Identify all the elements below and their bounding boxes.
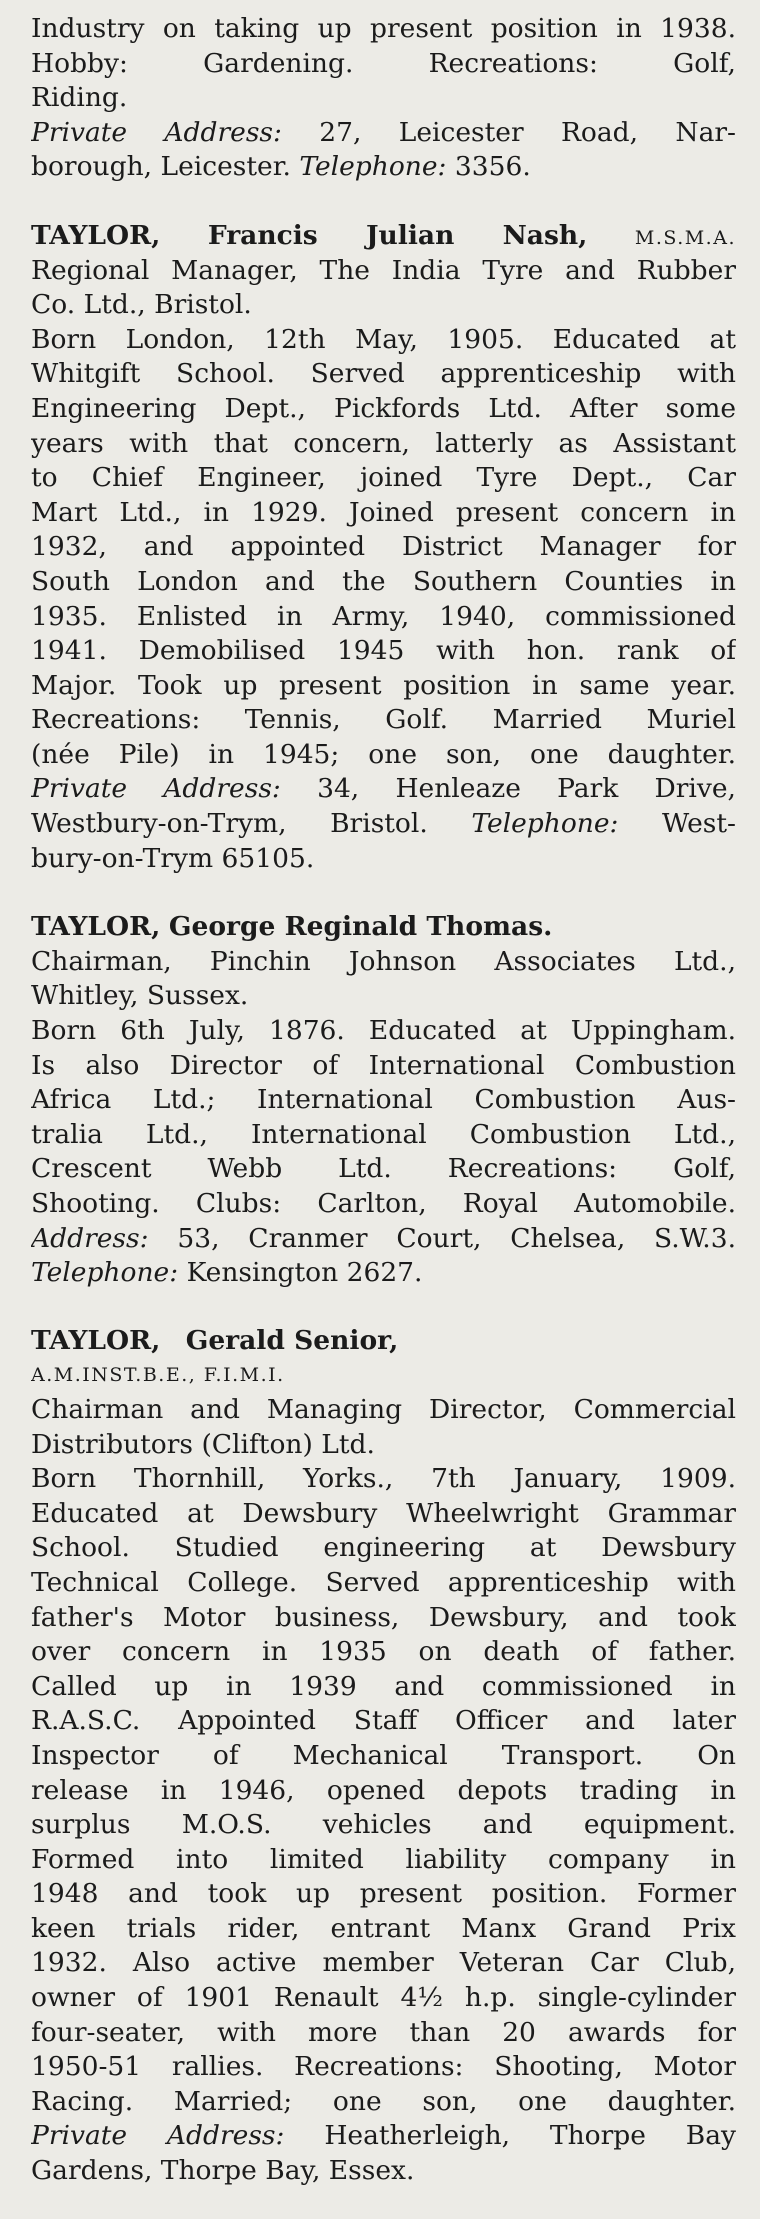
- address-text: Westbury-on-Trym, Bristol.: [31, 808, 428, 840]
- text-line: Whitgift School. Served apprenticeship with: [31, 358, 736, 390]
- entry-honours: M.S.M.A.: [634, 226, 736, 249]
- text-line: release in 1946, opened depots trading in: [31, 1774, 736, 1806]
- entry-forenames: Francis Julian Nash,: [207, 219, 588, 251]
- text-line: R.A.S.C. Appointed Staff Officer and later: [31, 1705, 736, 1737]
- text-line: to Chief Engineer, joined Tyre Dept., Car: [31, 462, 736, 494]
- text-line: Racing. Married; one son, one daughter.: [31, 2085, 736, 2117]
- text-line: Mart Ltd., in 1929. Joined present concern in: [31, 496, 736, 528]
- entry-forenames: George Reginald Thomas.: [168, 911, 553, 943]
- address-line: Gardens, Thorpe Bay, Essex.: [31, 2155, 415, 2187]
- text-line: Chairman, Pinchin Johnson Associates Ltd.,: [31, 945, 736, 977]
- text-line: 1932. Also active member Veteran Car Club,: [31, 1947, 736, 1979]
- entry-taylor-gerald: [31, 1324, 736, 2189]
- entry-forenames: Gerald Senior,: [185, 1324, 399, 1356]
- entry-heading: [31, 1324, 736, 1359]
- telephone-value: 3356.: [454, 151, 531, 183]
- telephone-value: Kensington 2627.: [186, 1257, 423, 1289]
- text-line: Engineering Dept., Pickfords Ltd. After some: [31, 392, 736, 424]
- text-line: Born London, 12th May, 1905. Educated at: [31, 323, 736, 355]
- entry-continuation: [31, 12, 736, 185]
- text-line: 1941. Demobilised 1945 with hon. rank of: [31, 635, 736, 667]
- text-line: Shooting. Clubs: Carlton, Royal Automobile.: [31, 1188, 736, 1219]
- text-line: Chairman and Managing Director, Commercial: [31, 1393, 736, 1425]
- entry-heading: [31, 219, 736, 254]
- text-line: Technical College. Served apprenticeship with: [31, 1566, 736, 1598]
- text-line: over concern in 1935 on death of father.: [31, 1636, 736, 1668]
- address-line: bury-on-Trym 65105.: [31, 842, 315, 874]
- text-line: owner of 1901 Renault 4½ h.p. single-cylinder: [31, 1982, 736, 2014]
- text-line: tralia Ltd., International Combustion Ltd.,: [31, 1118, 736, 1150]
- address-text: 27, Leicester Road, Nar-: [319, 116, 736, 148]
- text-line: four-seater, with more than 20 awards for: [31, 2016, 736, 2048]
- entry-surname: TAYLOR,: [31, 219, 161, 251]
- entry-honours: A.M.INST.B.E., F.I.M.I.: [31, 1364, 285, 1387]
- telephone-label: Telephone:: [31, 1257, 179, 1289]
- address-line: [31, 150, 736, 185]
- text-line: (née Pile) in 1945; one son, one daughter.: [31, 738, 736, 770]
- text-line: Riding.: [31, 82, 128, 114]
- address-line: [31, 807, 736, 842]
- address-text: 53, Cranmer Court, Chelsea, S.W.3.: [177, 1222, 736, 1254]
- entry-taylor-george: [31, 910, 736, 1291]
- telephone-label: Telephone:: [471, 808, 619, 840]
- text-line: School. Studied engineering at Dewsbury: [31, 1532, 736, 1564]
- entry-surname: TAYLOR,: [31, 911, 161, 943]
- text-line: Major. Took up present position in same year.: [31, 669, 736, 701]
- text-line: Regional Manager, The India Tyre and Rubber: [31, 254, 736, 286]
- text-line: Distributors (Clifton) Ltd.: [31, 1428, 375, 1460]
- entry-taylor-francis: [31, 219, 736, 876]
- text-line: 1948 and took up present position. Former: [31, 1878, 736, 1910]
- text-line: Born 6th July, 1876. Educated at Uppingham.: [31, 1015, 736, 1047]
- address-line: [31, 116, 736, 151]
- text-line: Formed into limited liability company in: [31, 1843, 736, 1875]
- text-line: Crescent Webb Ltd. Recreations: Golf,: [31, 1153, 736, 1185]
- address-line: [31, 1256, 736, 1291]
- address-label: Private Address:: [31, 2120, 285, 2152]
- telephone-value: West-: [662, 808, 736, 840]
- text-line: father's Motor business, Dewsbury, and took: [31, 1601, 736, 1633]
- text-line: Whitley, Sussex.: [31, 980, 249, 1012]
- text-line: Inspector of Mechanical Transport. On: [31, 1739, 736, 1771]
- text-line: years with that concern, latterly as Assistant: [31, 427, 736, 459]
- text-line: Industry on taking up present position in 1938.: [31, 13, 736, 44]
- text-line: Born Thornhill, Yorks., 7th January, 1909.: [31, 1463, 736, 1495]
- text-line: 1950-51 rallies. Recreations: Shooting, Motor: [31, 2051, 736, 2083]
- text-line: Hobby: Gardening. Recreations: Golf,: [31, 47, 736, 79]
- text-line: keen trials rider, entrant Manx Grand Prix: [31, 1912, 736, 1944]
- telephone-label: Telephone:: [299, 151, 447, 183]
- address-line: [31, 772, 736, 807]
- address-label: Private Address:: [31, 116, 282, 148]
- address-label: Private Address:: [31, 773, 281, 805]
- address-text: borough, Leicester.: [31, 151, 291, 183]
- entry-surname: TAYLOR,: [31, 1324, 161, 1356]
- address-line: [31, 1222, 736, 1257]
- address-text: 34, Henleaze Park Drive,: [317, 773, 736, 805]
- text-line: Recreations: Tennis, Golf. Married Muriel: [31, 704, 736, 736]
- text-line: Is also Director of International Combustion: [31, 1049, 736, 1081]
- text-line: South London and the Southern Counties in: [31, 565, 736, 597]
- text-line: Africa Ltd.; International Combustion Aus-: [31, 1084, 736, 1116]
- address-label: Address:: [31, 1222, 149, 1254]
- text-line: 1932, and appointed District Manager for: [31, 531, 736, 563]
- address-text: Heatherleigh, Thorpe Bay: [324, 2120, 736, 2152]
- text-line: 1935. Enlisted in Army, 1940, commissioned: [31, 600, 736, 632]
- address-line: [31, 2119, 736, 2154]
- text-line: Called up in 1939 and commissioned in: [31, 1670, 736, 1702]
- entry-heading: [31, 910, 736, 945]
- text-line: surplus M.O.S. vehicles and equipment.: [31, 1809, 736, 1841]
- text-line: Educated at Dewsbury Wheelwright Grammar: [31, 1497, 736, 1529]
- text-line: Co. Ltd., Bristol.: [31, 289, 252, 321]
